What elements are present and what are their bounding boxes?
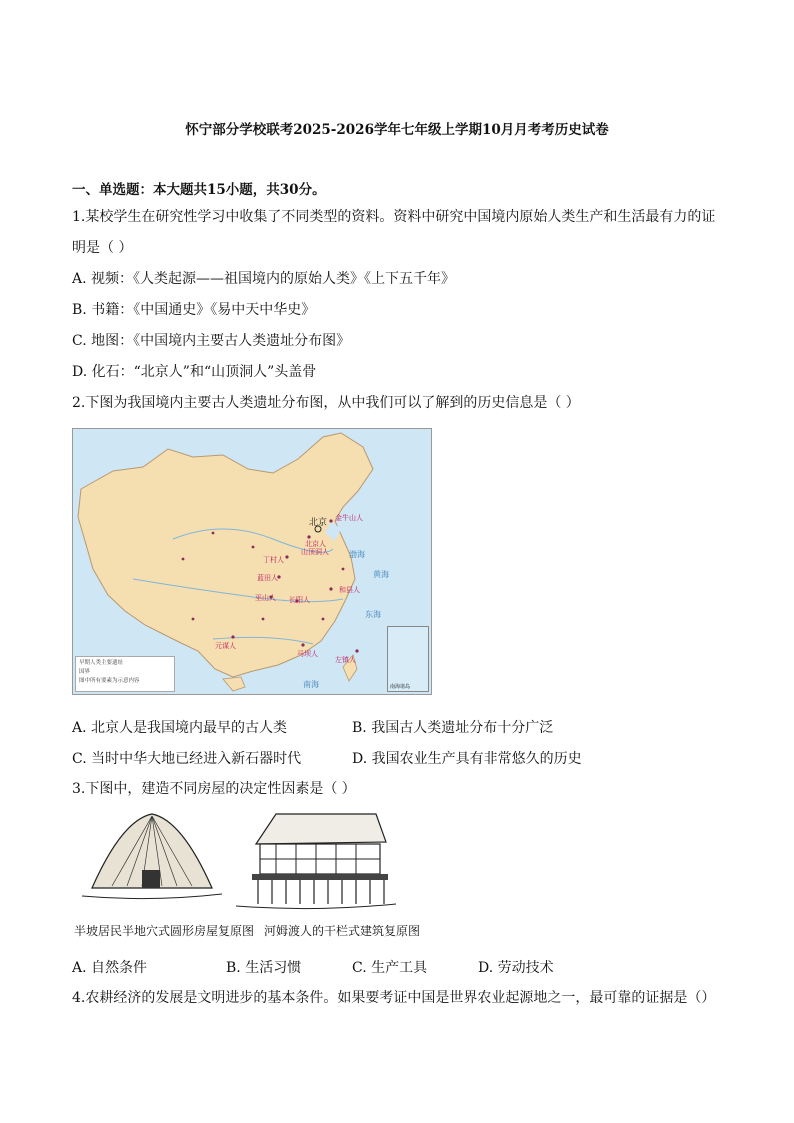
- legend-item: 图中所有要素为示意内容: [79, 678, 140, 684]
- ancient-sites-map: [72, 428, 432, 695]
- legend-item: 早期人类主要遗址: [79, 660, 124, 666]
- q3-option-a: A. 自然条件: [72, 960, 148, 976]
- map-site-label: 和县人: [339, 586, 360, 594]
- map-site-label: 山顶洞人: [301, 548, 329, 556]
- page-title: 怀宁部分学校联考2025-2026学年七年级上学期10月月考考历史试卷: [185, 122, 609, 138]
- china-map-shape: [73, 429, 431, 694]
- map-site-label: 金牛山人: [335, 514, 363, 522]
- q3-caption-2: 河姆渡人的干栏式建筑复原图: [264, 924, 421, 938]
- q1-stem-line2: 明是（ ）: [72, 240, 133, 256]
- inset-label: 南海诸岛: [390, 684, 411, 690]
- q3-caption-1: 半坡居民半地穴式圆形房屋复原图: [74, 924, 255, 938]
- map-site-label: 蓝田人: [257, 574, 278, 582]
- map-site-label: 马坝人: [297, 650, 318, 658]
- map-site-label: 长阳人: [289, 596, 310, 604]
- q2-option-c: C. 当时中华大地已经进入新石器时代: [72, 751, 302, 767]
- semi-subterranean-house-image: [82, 810, 222, 910]
- map-sea-label: 渤海: [349, 550, 365, 559]
- q3-option-c: C. 生产工具: [352, 960, 428, 976]
- map-sea-label: 南海: [303, 680, 319, 689]
- map-site-label: 巫山人: [255, 594, 276, 602]
- south-sea-inset: [387, 626, 429, 692]
- map-site-label: 元谋人: [215, 642, 236, 650]
- q2-option-b: B. 我国古人类遗址分布十分广泛: [352, 720, 554, 736]
- q1-option-d: D. 化石：“北京人”和“山顶洞人”头盖骨: [72, 364, 317, 380]
- map-legend: [75, 656, 175, 692]
- q2-option-d: D. 我国农业生产具有非常悠久的历史: [352, 751, 582, 767]
- q2-stem: 2.下图为我国境内主要古人类遗址分布图，从中我们可以了解到的历史信息是（ ）: [72, 395, 580, 411]
- q3-option-d: D. 劳动技术: [478, 960, 554, 976]
- q1-option-b: B. 书籍：《中国通史》《易中天中华史》: [72, 302, 316, 318]
- map-site-label: 左镇人: [335, 656, 356, 664]
- stilt-house-image: [236, 808, 396, 912]
- q1-stem-line1: 1.某校学生在研究性学习中收集了不同类型的资料。资料中研究中国境内原始人类生产和生活最有力的证: [72, 209, 716, 225]
- map-sea-label: 东海: [365, 610, 381, 619]
- q3-option-b: B. 生活习惯: [226, 960, 302, 976]
- section-heading: 一、单选题：本大题共15小题，共30分。: [72, 182, 326, 198]
- map-site-label: 丁村人: [263, 556, 284, 564]
- q1-option-a: A. 视频：《人类起源——祖国境内的原始人类》《上下五千年》: [72, 271, 456, 287]
- q3-stem: 3.下图中，建造不同房屋的决定性因素是（ ）: [72, 781, 356, 797]
- map-site-label: 北京人: [305, 540, 326, 548]
- legend-item: 国界: [79, 669, 91, 675]
- q1-option-c: C. 地图：《中国境内主要古人类遗址分布图》: [72, 333, 351, 349]
- q2-option-a: A. 北京人是我国境内最早的古人类: [72, 720, 288, 736]
- q4-stem: 4.农耕经济的发展是文明进步的基本条件。如果要考证中国是世界农业起源地之一，最可靠的证据是（）: [72, 990, 716, 1006]
- map-label-beijing: 北京: [309, 518, 328, 528]
- map-sea-label: 黄海: [373, 570, 389, 579]
